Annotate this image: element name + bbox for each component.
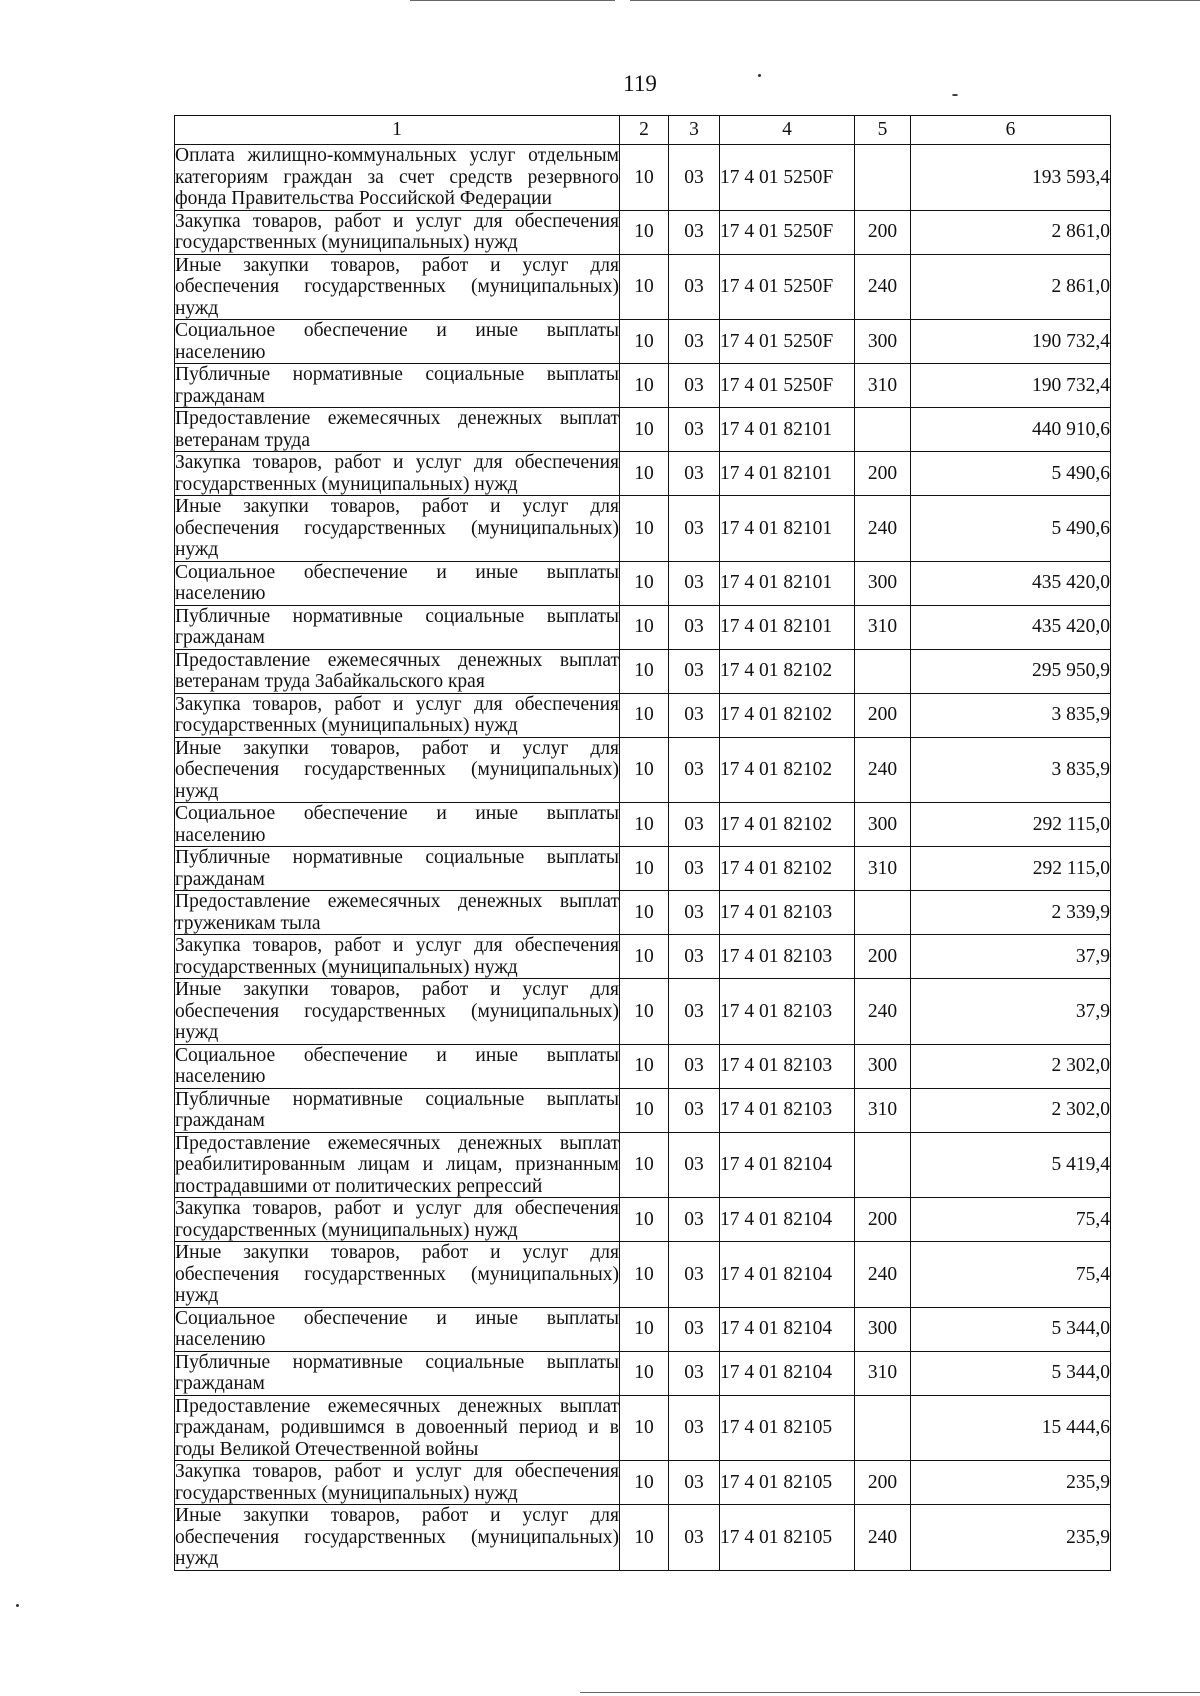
table-row: [175, 1242, 1111, 1308]
cell-section: 10: [620, 1132, 669, 1198]
table-row: [175, 891, 1111, 935]
cell-expense-type: 310: [855, 1351, 911, 1395]
scan-line-top-right: [630, 0, 1200, 1]
cell-section: 10: [620, 979, 669, 1045]
column-header: 6: [911, 116, 1111, 145]
cell-expense-type: [855, 891, 911, 935]
cell-expense-type: [855, 649, 911, 693]
cell-subsection: 03: [669, 1351, 720, 1395]
cell-target-code: 17 4 01 82103: [720, 979, 855, 1045]
cell-target-code: 17 4 01 82103: [720, 891, 855, 935]
page-number: 119: [623, 71, 657, 96]
cell-target-code: 17 4 01 82105: [720, 1505, 855, 1571]
cell-subsection: 03: [669, 408, 720, 452]
cell-subsection: 03: [669, 605, 720, 649]
cell-section: 10: [620, 320, 669, 364]
cell-expense-type: 240: [855, 737, 911, 803]
table-body: [175, 145, 1111, 1571]
cell-expense-type: [855, 1132, 911, 1198]
cell-amount: 235,9: [911, 1505, 1111, 1571]
table-row: [175, 979, 1111, 1045]
cell-amount: 15 444,6: [911, 1395, 1111, 1461]
cell-section: 10: [620, 496, 669, 562]
cell-target-code: 17 4 01 82101: [720, 561, 855, 605]
cell-expense-type: 240: [855, 979, 911, 1045]
cell-name: Закупка товаров, работ и услуг для обеспечения государственных (муниципальных) нужд: [175, 693, 619, 736]
cell-expense-type: 240: [855, 254, 911, 320]
cell-target-code: 17 4 01 82102: [720, 693, 855, 737]
cell-section: 10: [620, 1088, 669, 1132]
cell-subsection: 03: [669, 254, 720, 320]
cell-expense-type: 200: [855, 452, 911, 496]
cell-amount: 2 339,9: [911, 891, 1111, 935]
cell-target-code: 17 4 01 82103: [720, 935, 855, 979]
cell-section: 10: [620, 1505, 669, 1571]
cell-subsection: 03: [669, 803, 720, 847]
cell-subsection: 03: [669, 145, 720, 211]
cell-section: 10: [620, 649, 669, 693]
cell-target-code: 17 4 01 82101: [720, 408, 855, 452]
table-row: [175, 1395, 1111, 1461]
cell-subsection: 03: [669, 693, 720, 737]
cell-target-code: 17 4 01 82102: [720, 737, 855, 803]
cell-amount: 5 419,4: [911, 1132, 1111, 1198]
cell-target-code: 17 4 01 82103: [720, 1088, 855, 1132]
cell-subsection: 03: [669, 364, 720, 408]
cell-subsection: 03: [669, 1395, 720, 1461]
cell-expense-type: [855, 1395, 911, 1461]
cell-name: Закупка товаров, работ и услуг для обеспечения государственных (муниципальных) нужд: [175, 1198, 619, 1241]
table-row: [175, 210, 1111, 254]
cell-section: 10: [620, 693, 669, 737]
cell-expense-type: 200: [855, 935, 911, 979]
cell-section: 10: [620, 364, 669, 408]
cell-name: Закупка товаров, работ и услуг для обеспечения государственных (муниципальных) нужд: [175, 935, 619, 978]
cell-target-code: 17 4 01 82104: [720, 1307, 855, 1351]
cell-name: Публичные нормативные социальные выплаты гражданам: [175, 364, 619, 407]
table-row: [175, 452, 1111, 496]
cell-amount: 2 302,0: [911, 1088, 1111, 1132]
cell-subsection: 03: [669, 210, 720, 254]
cell-amount: 440 910,6: [911, 408, 1111, 452]
cell-expense-type: 310: [855, 364, 911, 408]
cell-subsection: 03: [669, 1242, 720, 1308]
table-row: [175, 1044, 1111, 1088]
cell-target-code: 17 4 01 5250F: [720, 210, 855, 254]
cell-amount: 75,4: [911, 1242, 1111, 1308]
table-row: [175, 1132, 1111, 1198]
column-header: 1: [175, 116, 620, 145]
cell-target-code: 17 4 01 82104: [720, 1351, 855, 1395]
cell-expense-type: 300: [855, 1044, 911, 1088]
cell-subsection: 03: [669, 561, 720, 605]
cell-section: 10: [620, 452, 669, 496]
cell-amount: 435 420,0: [911, 561, 1111, 605]
cell-name: Предоставление ежемесячных денежных выплат ветеранам труда Забайкальского края: [175, 649, 619, 692]
cell-subsection: 03: [669, 1088, 720, 1132]
cell-target-code: 17 4 01 5250F: [720, 145, 855, 211]
column-header: 3: [669, 116, 720, 145]
cell-section: 10: [620, 891, 669, 935]
column-header: 2: [620, 116, 669, 145]
cell-name: Иные закупки товаров, работ и услуг для обеспечения государственных (муниципальных) нужд: [175, 1242, 619, 1306]
cell-target-code: 17 4 01 82104: [720, 1132, 855, 1198]
cell-target-code: 17 4 01 82105: [720, 1461, 855, 1505]
cell-amount: 193 593,4: [911, 145, 1111, 211]
cell-expense-type: 310: [855, 605, 911, 649]
cell-name: Закупка товаров, работ и услуг для обеспечения государственных (муниципальных) нужд: [175, 1461, 619, 1504]
column-header: 4: [720, 116, 855, 145]
cell-amount: 2 861,0: [911, 254, 1111, 320]
cell-section: 10: [620, 1242, 669, 1308]
cell-target-code: 17 4 01 82102: [720, 847, 855, 891]
table-row: [175, 1351, 1111, 1395]
cell-subsection: 03: [669, 891, 720, 935]
cell-name: Иные закупки товаров, работ и услуг для обеспечения государственных (муниципальных) нужд: [175, 254, 619, 319]
cell-section: 10: [620, 408, 669, 452]
cell-expense-type: 240: [855, 496, 911, 562]
cell-section: 10: [620, 737, 669, 803]
cell-name: Публичные нормативные социальные выплаты гражданам: [175, 1088, 619, 1131]
cell-subsection: 03: [669, 1461, 720, 1505]
table-row: [175, 1088, 1111, 1132]
cell-subsection: 03: [669, 1044, 720, 1088]
table-row: [175, 145, 1111, 211]
cell-subsection: 03: [669, 1132, 720, 1198]
cell-subsection: 03: [669, 737, 720, 803]
cell-expense-type: 300: [855, 320, 911, 364]
cell-expense-type: 300: [855, 803, 911, 847]
cell-name: Закупка товаров, работ и услуг для обеспечения государственных (муниципальных) нужд: [175, 210, 619, 253]
cell-subsection: 03: [669, 320, 720, 364]
cell-name: Публичные нормативные социальные выплаты гражданам: [175, 1351, 619, 1394]
cell-name: Предоставление ежемесячных денежных выплат реабилитированным лицам и лицам, признанным пострадавшими от политических репрессий: [175, 1132, 619, 1197]
cell-amount: 190 732,4: [911, 364, 1111, 408]
cell-amount: 2 861,0: [911, 210, 1111, 254]
cell-amount: 5 490,6: [911, 496, 1111, 562]
cell-amount: 37,9: [911, 979, 1111, 1045]
cell-expense-type: 200: [855, 693, 911, 737]
cell-target-code: 17 4 01 82104: [720, 1242, 855, 1308]
cell-name: Предоставление ежемесячных денежных выплат труженикам тыла: [175, 891, 619, 934]
cell-amount: 3 835,9: [911, 737, 1111, 803]
cell-section: 10: [620, 145, 669, 211]
cell-subsection: 03: [669, 935, 720, 979]
cell-amount: 5 490,6: [911, 452, 1111, 496]
cell-expense-type: 200: [855, 1198, 911, 1242]
cell-subsection: 03: [669, 979, 720, 1045]
cell-target-code: 17 4 01 5250F: [720, 254, 855, 320]
table-row: [175, 496, 1111, 562]
cell-subsection: 03: [669, 847, 720, 891]
cell-section: 10: [620, 1351, 669, 1395]
table-row: [175, 1505, 1111, 1571]
cell-name: Публичные нормативные социальные выплаты гражданам: [175, 847, 619, 890]
cell-amount: 5 344,0: [911, 1351, 1111, 1395]
table-row: [175, 320, 1111, 364]
cell-name: Социальное обеспечение и иные выплаты населению: [175, 320, 619, 363]
table-row: [175, 649, 1111, 693]
cell-expense-type: 200: [855, 210, 911, 254]
cell-section: 10: [620, 1307, 669, 1351]
cell-section: 10: [620, 847, 669, 891]
cell-amount: 435 420,0: [911, 605, 1111, 649]
cell-section: 10: [620, 1044, 669, 1088]
cell-subsection: 03: [669, 1198, 720, 1242]
cell-name: Социальное обеспечение и иные выплаты населению: [175, 1044, 619, 1087]
cell-target-code: 17 4 01 5250F: [720, 320, 855, 364]
table-row: [175, 693, 1111, 737]
cell-expense-type: 200: [855, 1461, 911, 1505]
cell-name: Иные закупки товаров, работ и услуг для обеспечения государственных (муниципальных) нужд: [175, 979, 619, 1043]
cell-name: Иные закупки товаров, работ и услуг для обеспечения государственных (муниципальных) нужд: [175, 1505, 619, 1569]
scan-line-top: [410, 0, 615, 1]
cell-section: 10: [620, 210, 669, 254]
cell-section: 10: [620, 935, 669, 979]
cell-amount: 292 115,0: [911, 847, 1111, 891]
cell-amount: 295 950,9: [911, 649, 1111, 693]
cell-section: 10: [620, 1395, 669, 1461]
scan-speck: [16, 1604, 19, 1607]
table-row: [175, 847, 1111, 891]
table-row: [175, 1198, 1111, 1242]
table-row: [175, 364, 1111, 408]
cell-name: Закупка товаров, работ и услуг для обеспечения государственных (муниципальных) нужд: [175, 452, 619, 495]
cell-subsection: 03: [669, 1307, 720, 1351]
cell-name: Иные закупки товаров, работ и услуг для обеспечения государственных (муниципальных) нужд: [175, 496, 619, 560]
cell-subsection: 03: [669, 649, 720, 693]
cell-target-code: 17 4 01 82104: [720, 1198, 855, 1242]
table-row: [175, 1461, 1111, 1505]
cell-amount: 292 115,0: [911, 803, 1111, 847]
table-row: [175, 254, 1111, 320]
cell-section: 10: [620, 1461, 669, 1505]
cell-name: Публичные нормативные социальные выплаты гражданам: [175, 605, 619, 648]
cell-target-code: 17 4 01 82101: [720, 496, 855, 562]
cell-section: 10: [620, 605, 669, 649]
cell-target-code: 17 4 01 82102: [720, 649, 855, 693]
cell-amount: 3 835,9: [911, 693, 1111, 737]
cell-amount: 235,9: [911, 1461, 1111, 1505]
cell-section: 10: [620, 803, 669, 847]
cell-target-code: 17 4 01 82102: [720, 803, 855, 847]
cell-name: Иные закупки товаров, работ и услуг для обеспечения государственных (муниципальных) нужд: [175, 737, 619, 802]
table-row: [175, 408, 1111, 452]
table-row: [175, 803, 1111, 847]
cell-name: Предоставление ежемесячных денежных выплат ветеранам труда: [175, 408, 619, 451]
cell-expense-type: 240: [855, 1242, 911, 1308]
cell-amount: 37,9: [911, 935, 1111, 979]
table-row: [175, 561, 1111, 605]
cell-expense-type: 240: [855, 1505, 911, 1571]
budget-table: [174, 115, 1111, 1571]
cell-name: Социальное обеспечение и иные выплаты населению: [175, 803, 619, 846]
cell-section: 10: [620, 254, 669, 320]
cell-name: Оплата жилищно-коммунальных услуг отдельным категориям граждан за счет средств резервного фонда Правительства Российской Федерации: [175, 145, 619, 209]
cell-subsection: 03: [669, 496, 720, 562]
column-header: 5: [855, 116, 911, 145]
cell-amount: 75,4: [911, 1198, 1111, 1242]
cell-section: 10: [620, 1198, 669, 1242]
cell-subsection: 03: [669, 1505, 720, 1571]
cell-amount: 5 344,0: [911, 1307, 1111, 1351]
cell-name: Социальное обеспечение и иные выплаты населению: [175, 1307, 619, 1350]
cell-expense-type: 310: [855, 847, 911, 891]
cell-name: Предоставление ежемесячных денежных выплат гражданам, родившимся в довоенный период и в годы Великой Отечественной войны: [175, 1395, 619, 1460]
cell-section: 10: [620, 561, 669, 605]
cell-name: Социальное обеспечение и иные выплаты населению: [175, 561, 619, 604]
cell-expense-type: 310: [855, 1088, 911, 1132]
table-row: [175, 605, 1111, 649]
cell-target-code: 17 4 01 82105: [720, 1395, 855, 1461]
table-row: [175, 935, 1111, 979]
table-header-row: [175, 116, 1111, 145]
cell-amount: 2 302,0: [911, 1044, 1111, 1088]
cell-target-code: 17 4 01 82103: [720, 1044, 855, 1088]
cell-subsection: 03: [669, 452, 720, 496]
cell-amount: 190 732,4: [911, 320, 1111, 364]
cell-target-code: 17 4 01 5250F: [720, 364, 855, 408]
cell-expense-type: 300: [855, 1307, 911, 1351]
cell-expense-type: 300: [855, 561, 911, 605]
cell-expense-type: [855, 145, 911, 211]
table-row: [175, 737, 1111, 803]
cell-expense-type: [855, 408, 911, 452]
table-row: [175, 1307, 1111, 1351]
cell-target-code: 17 4 01 82101: [720, 605, 855, 649]
scan-line-bottom: [580, 1692, 1200, 1693]
cell-target-code: 17 4 01 82101: [720, 452, 855, 496]
